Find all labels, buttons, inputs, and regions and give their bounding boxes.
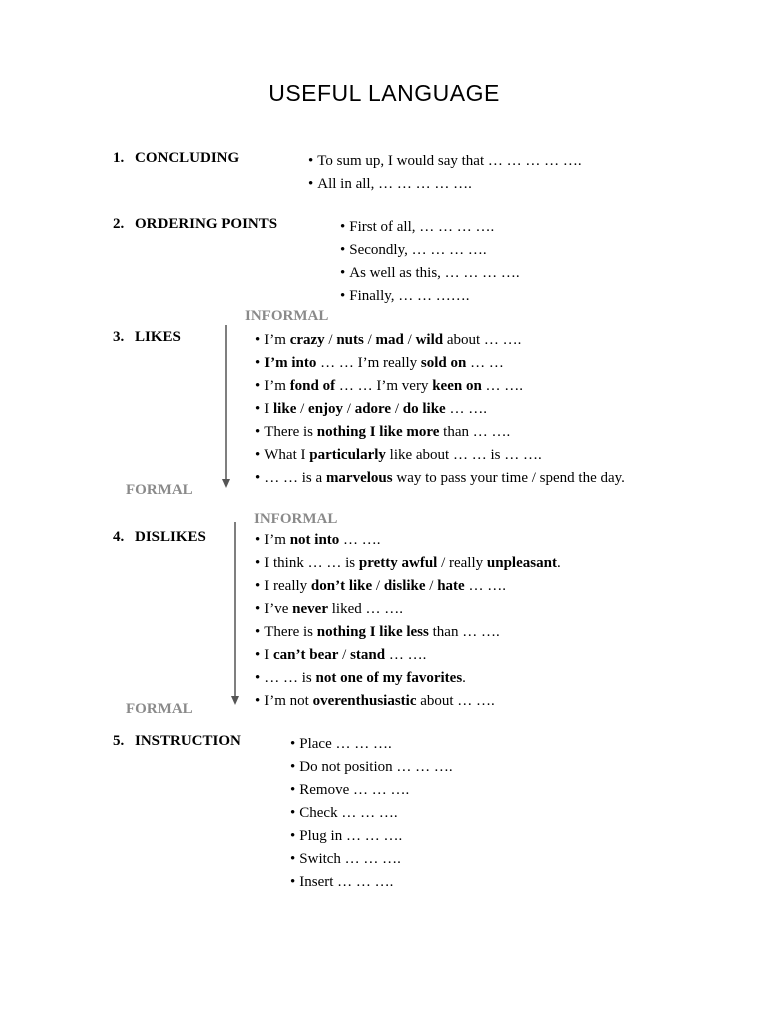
phrase-text: . [462,670,466,686]
bullet-icon: • [308,176,314,192]
phrase-text: / [372,578,384,594]
bullet-icon: • [255,447,261,463]
bullet-icon: • [340,265,346,281]
phrase-item [340,285,520,308]
bullet-icon: • [340,219,346,235]
bullet-icon: • [290,782,296,798]
phrase-item [290,848,453,871]
phrase-keyword: not one of my favorites [315,670,463,686]
section-title: CONCLUDING [135,150,240,166]
phrase-keyword: overenthusiastic [312,693,417,709]
phrase-keyword: I’m into [264,355,317,371]
phrase-keyword: dislike [383,578,426,594]
phrase-text: / [425,578,438,594]
phrase-text: Finally, … … ……. [349,288,470,304]
scale-label-informal: INFORMAL [245,308,329,324]
phrase-text: / [338,647,351,663]
phrase-keyword: particularly [309,447,386,463]
bullet-icon: • [255,670,261,686]
phrase-keyword: stand [350,647,386,663]
section-number: 2. [113,216,125,232]
phrase-text: way to pass your time / spend the day. [392,470,625,486]
phrase-text: / really [437,555,487,571]
bullet-icon: • [255,624,261,640]
phrase-text: I think … … is [264,555,359,571]
bullet-icon: • [255,378,261,394]
page-title: USEFUL LANGUAGE [268,80,500,106]
section-number: 3. [113,329,125,345]
section-heading-likes [113,329,181,346]
bullet-icon: • [255,647,261,663]
phrase-text: I’ve [264,601,293,617]
phrase-text: about … …. [416,693,495,709]
phrase-keyword: nothing I like less [316,624,429,640]
phrase-text: / [403,332,416,348]
phrase-keyword: wild [415,332,444,348]
section-title: ORDERING POINTS [135,216,278,232]
phrase-text: … …. [445,401,487,417]
phrase-text: about … …. [443,332,522,348]
phrase-item [290,779,453,802]
bullet-icon: • [255,555,261,571]
bullet-icon: • [255,424,261,440]
phrase-text: / [391,401,403,417]
phrase-item [290,756,453,779]
phrase-text: / [296,401,309,417]
scale-label-formal: FORMAL [126,482,193,498]
section-number: 5. [113,733,125,749]
phrase-text: Insert … … …. [299,874,394,890]
phrase-text: Secondly, … … … …. [349,242,487,258]
phrase-text: Remove … … …. [299,782,410,798]
phrase-keyword: keen on [432,378,482,394]
phrase-list-dislikes [255,529,561,713]
phrase-text: … …. [481,378,524,394]
phrase-text: I’m [264,332,290,348]
bullet-icon: • [255,693,261,709]
phrase-keyword: hate [437,578,465,594]
phrase-item [255,444,625,467]
phrase-keyword: crazy [289,332,325,348]
section-heading-instruction [113,733,241,750]
phrase-keyword: unpleasant [486,555,557,571]
phrase-keyword: adore [354,401,392,417]
phrase-text: … …. [385,647,427,663]
phrase-item [255,575,561,598]
bullet-icon: • [255,532,261,548]
bullet-icon: • [308,153,314,169]
bullet-icon: • [290,736,296,752]
phrase-keyword: never [292,601,328,617]
phrase-text: / [363,332,376,348]
phrase-text: / [343,401,355,417]
phrase-text: All in all, … … … … …. [317,176,472,192]
phrase-item [255,552,561,575]
formality-arrow-icon [229,522,241,707]
phrase-text: . [556,555,561,571]
phrase-item [255,375,625,398]
phrase-item [255,667,561,690]
bullet-icon: • [255,470,261,486]
section-heading-dislikes [113,529,206,546]
phrase-keyword: mad [375,332,404,348]
phrase-list-instruction [290,733,453,894]
phrase-item [308,150,582,173]
bullet-icon: • [340,288,346,304]
phrase-text: … … [466,355,504,371]
section-heading-ordering-points [113,216,277,233]
phrase-keyword: can’t bear [273,647,339,663]
phrase-text: … …. [464,578,506,594]
bullet-icon: • [255,355,261,371]
phrase-item [290,733,453,756]
phrase-text: What I [264,447,310,463]
section-title: DISLIKES [135,529,206,545]
bullet-icon: • [255,601,261,617]
phrase-text: I’m [264,378,290,394]
phrase-item [255,690,561,713]
section-title: INSTRUCTION [135,733,241,749]
phrase-keyword: pretty awful [358,555,438,571]
phrase-item [255,621,561,644]
phrase-text: First of all, … … … …. [349,219,495,235]
phrase-item [290,871,453,894]
phrase-text: … … is [264,670,316,686]
phrase-item [255,644,561,667]
bullet-icon: • [290,828,296,844]
phrase-item [290,802,453,825]
phrase-keyword: like [273,401,297,417]
phrase-text: There is [264,424,317,440]
phrase-item [340,216,520,239]
phrase-text: liked … …. [328,601,403,617]
phrase-text: There is [264,624,317,640]
bullet-icon: • [340,242,346,258]
phrase-item [255,421,625,444]
phrase-text: Plug in … … …. [299,828,403,844]
phrase-item [255,352,625,375]
bullet-icon: • [255,401,261,417]
phrase-list-concluding [308,150,582,196]
phrase-text: Place … … …. [299,736,392,752]
phrase-text: like about … … is … …. [385,447,542,463]
phrase-text: To sum up, I would say that … … … … …. [317,153,582,169]
phrase-keyword: not into [289,532,340,548]
section-heading-concluding [113,150,239,167]
phrase-text: … … is a [264,470,326,486]
phrase-item [308,173,582,196]
phrase-text: As well as this, … … … …. [349,265,520,281]
phrase-keyword: nuts [336,332,364,348]
scale-label-informal: INFORMAL [254,511,338,527]
phrase-item [255,598,561,621]
phrase-item [340,239,520,262]
bullet-icon: • [290,851,296,867]
phrase-keyword: don’t like [310,578,373,594]
phrase-text: … …. [339,532,381,548]
phrase-text: I [264,401,274,417]
phrase-item [255,467,625,490]
phrase-text: Do not position … … …. [299,759,453,775]
phrase-text: Check … … …. [299,805,398,821]
bullet-icon: • [255,578,261,594]
phrase-text: than … …. [428,624,500,640]
phrase-keyword: fond of [289,378,336,394]
phrase-text: / [324,332,337,348]
phrase-keyword: enjoy [308,401,344,417]
phrase-keyword: nothing I like more [316,424,440,440]
bullet-icon: • [290,805,296,821]
formality-arrow-icon [220,325,232,490]
phrase-text: I really [264,578,311,594]
phrase-text: … … I’m very [335,378,433,394]
phrase-text: I [264,647,274,663]
phrase-item [255,329,625,352]
section-title: LIKES [135,329,181,345]
phrase-item [255,529,561,552]
phrase-item [340,262,520,285]
section-number: 4. [113,529,125,545]
phrase-item [290,825,453,848]
bullet-icon: • [255,332,261,348]
phrase-list-ordering-points [340,216,520,308]
phrase-list-likes [255,329,625,490]
phrase-text: I’m [264,532,290,548]
bullet-icon: • [290,759,296,775]
bullet-icon: • [290,874,296,890]
phrase-text: Switch … … …. [299,851,401,867]
phrase-text: than … …. [439,424,511,440]
phrase-item [255,398,625,421]
phrase-keyword: sold on [420,355,467,371]
scale-label-formal: FORMAL [126,701,193,717]
section-number: 1. [113,150,125,166]
phrase-text: … … I’m really [316,355,421,371]
phrase-keyword: marvelous [325,470,393,486]
phrase-keyword: do like [402,401,446,417]
phrase-text: I’m not [264,693,313,709]
